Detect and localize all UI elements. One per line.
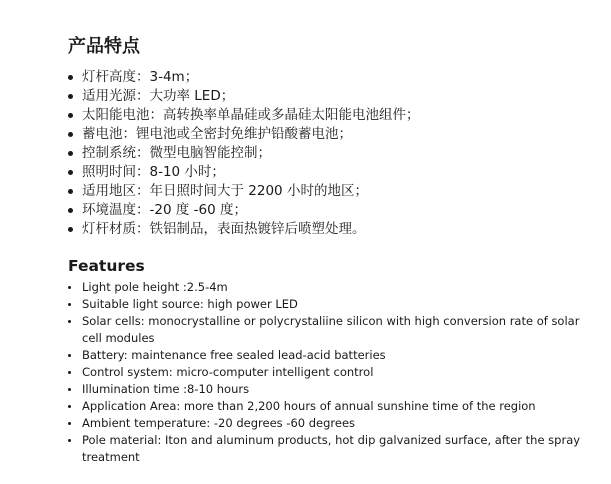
- list-item: [68, 144, 608, 163]
- bullet-icon: [68, 439, 71, 442]
- bullet-icon: [68, 227, 73, 232]
- list-item-text: Suitable light source: high power LED: [82, 297, 298, 311]
- list-item: [68, 163, 608, 182]
- bullet-icon: [68, 320, 71, 323]
- bullet-icon: [68, 286, 71, 289]
- list-item-text: Application Area: more than 2,200 hours of annual sunshine time of the region: [82, 399, 536, 413]
- list-item: [68, 364, 588, 381]
- chinese-feature-list: [68, 68, 608, 239]
- list-item-text: 适用地区：年日照时间大于 2200 小时的地区；: [82, 183, 368, 199]
- bullet-icon: [68, 170, 73, 175]
- list-item: [68, 106, 608, 125]
- bullet-icon: [68, 422, 71, 425]
- bullet-icon: [68, 371, 71, 374]
- bullet-icon: [68, 303, 71, 306]
- list-item-text: Light pole height :2.5-4m: [82, 280, 228, 294]
- list-item: [68, 381, 588, 398]
- english-feature-list: [68, 279, 588, 466]
- bullet-icon: [68, 208, 73, 213]
- list-item-text: Ambient temperature: -20 degrees -60 degrees: [82, 416, 356, 430]
- bullet-icon: [68, 75, 73, 80]
- list-item: [68, 296, 588, 313]
- list-item: [68, 182, 608, 201]
- bullet-icon: [68, 388, 71, 391]
- list-item-text: 照明时间：8-10 小时；: [82, 164, 225, 180]
- list-item: [68, 68, 608, 87]
- list-item-text: 灯杆材质：铁铝制品，表面热镀锌后喷塑处理。: [82, 221, 366, 237]
- list-item: [68, 432, 588, 466]
- list-item: [68, 415, 588, 432]
- list-item: [68, 313, 588, 347]
- list-item-text: Pole material: Iton and aluminum products, hot dip galvanized surface, after the spray treatment: [82, 433, 581, 464]
- list-item-text: 蓄电池：锂电池或全密封免维护铅酸蓄电池；: [82, 126, 352, 142]
- list-item: [68, 220, 608, 239]
- list-item-text: 太阳能电池：高转换率单晶硅或多晶硅太阳能电池组件；: [82, 107, 420, 123]
- list-item-text: Control system: micro-computer intelligent control: [82, 365, 374, 379]
- bullet-icon: [68, 405, 71, 408]
- list-item: [68, 279, 588, 296]
- list-item-text: 控制系统：微型电脑智能控制；: [82, 145, 271, 161]
- bullet-icon: [68, 132, 73, 137]
- bullet-icon: [68, 151, 73, 156]
- list-item: [68, 201, 608, 220]
- list-item: [68, 125, 608, 144]
- list-item: [68, 87, 608, 106]
- bullet-icon: [68, 354, 71, 357]
- list-item-text: Illumination time :8-10 hours: [82, 382, 250, 396]
- chinese-section-title: 产品特点: [68, 36, 140, 57]
- list-item-text: 灯杆高度：3-4m；: [82, 69, 199, 85]
- list-item-text: 环境温度：-20 度 -60 度；: [82, 202, 247, 218]
- list-item: [68, 398, 588, 415]
- list-item-text: 适用光源：大功率 LED；: [82, 88, 235, 104]
- list-item-text: Battery: maintenance free sealed lead-acid batteries: [82, 348, 386, 362]
- list-item: [68, 347, 588, 364]
- bullet-icon: [68, 189, 73, 194]
- list-item-text: Solar cells: monocrystalline or polycrystaliine silicon with high conversion rate of solar cell modules: [82, 314, 580, 345]
- bullet-icon: [68, 94, 73, 99]
- bullet-icon: [68, 113, 73, 118]
- english-section-title: Features: [68, 257, 145, 275]
